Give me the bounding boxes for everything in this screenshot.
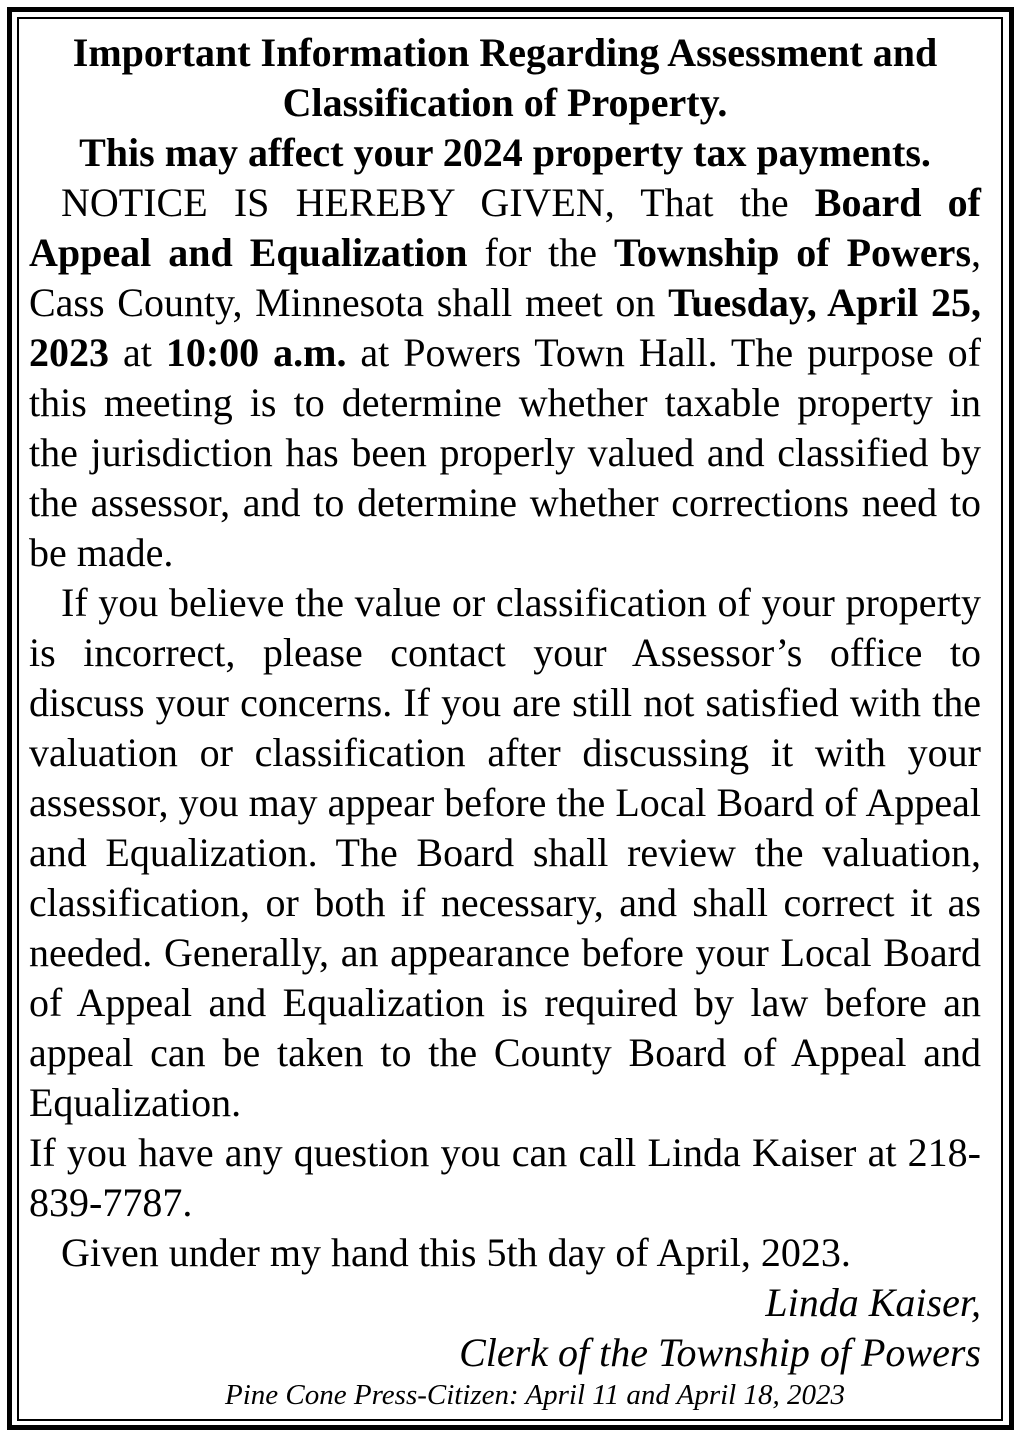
contact-paragraph: If you have any question you can call Linda Kaiser at 218-839-7787. [29, 1130, 981, 1225]
appeal-paragraph: If you believe the value or classification of your property is incorrect, please contact your Assessor’s office to discuss your concerns. If you are still not satisfied with the valuation or classification after discussing it with your assessor, you may appear before the Local Board of Appeal and Equalization. The Board shall review the valuation, classification, or both if necessary, and shall correct it as needed. Generally, an appearance before your Local Board of Appeal and Equalization is required by law before an appeal can be taken to the County Board of Appeal and Equalization. [29, 580, 981, 1125]
signature-title: Clerk of the Township of Powers [459, 1330, 981, 1375]
notice-remainder: at Powers Town Hall. The purpose of this meeting is to determine whether taxable property in the jurisdiction has been properly valued and classified by the assessor, and to determine whether corrections need to be made. [29, 330, 982, 575]
heading-line-2: Classification of Property. [282, 80, 728, 125]
heading-line-1: Important Information Regarding Assessment and [72, 30, 938, 75]
signature-name: Linda Kaiser, [765, 1280, 981, 1325]
meeting-date: Tuesday, April 25, 2023 [29, 280, 981, 375]
notice-for-the: for the [467, 230, 615, 275]
legal-notice [29, 28, 981, 1412]
notice-paragraph [29, 178, 981, 578]
notice-location: , Cass County, Minnesota shall meet on [29, 230, 982, 325]
heading-line-3: This may affect your 2024 property tax payments. [79, 130, 931, 175]
notice-lead: NOTICE IS HEREBY GIVEN, That the [61, 180, 815, 225]
meeting-time: 10:00 a.m. [165, 330, 347, 375]
publication-line: Pine Cone Press-Citizen: April 11 and April 18, 2023 [225, 1379, 845, 1411]
board-name: Board of Appeal and Equalization [29, 180, 981, 275]
given-line: Given under my hand this 5th day of April, 2023. [61, 1230, 851, 1275]
notice-at: at [109, 330, 166, 375]
township-name: Township of Powers [614, 230, 972, 275]
